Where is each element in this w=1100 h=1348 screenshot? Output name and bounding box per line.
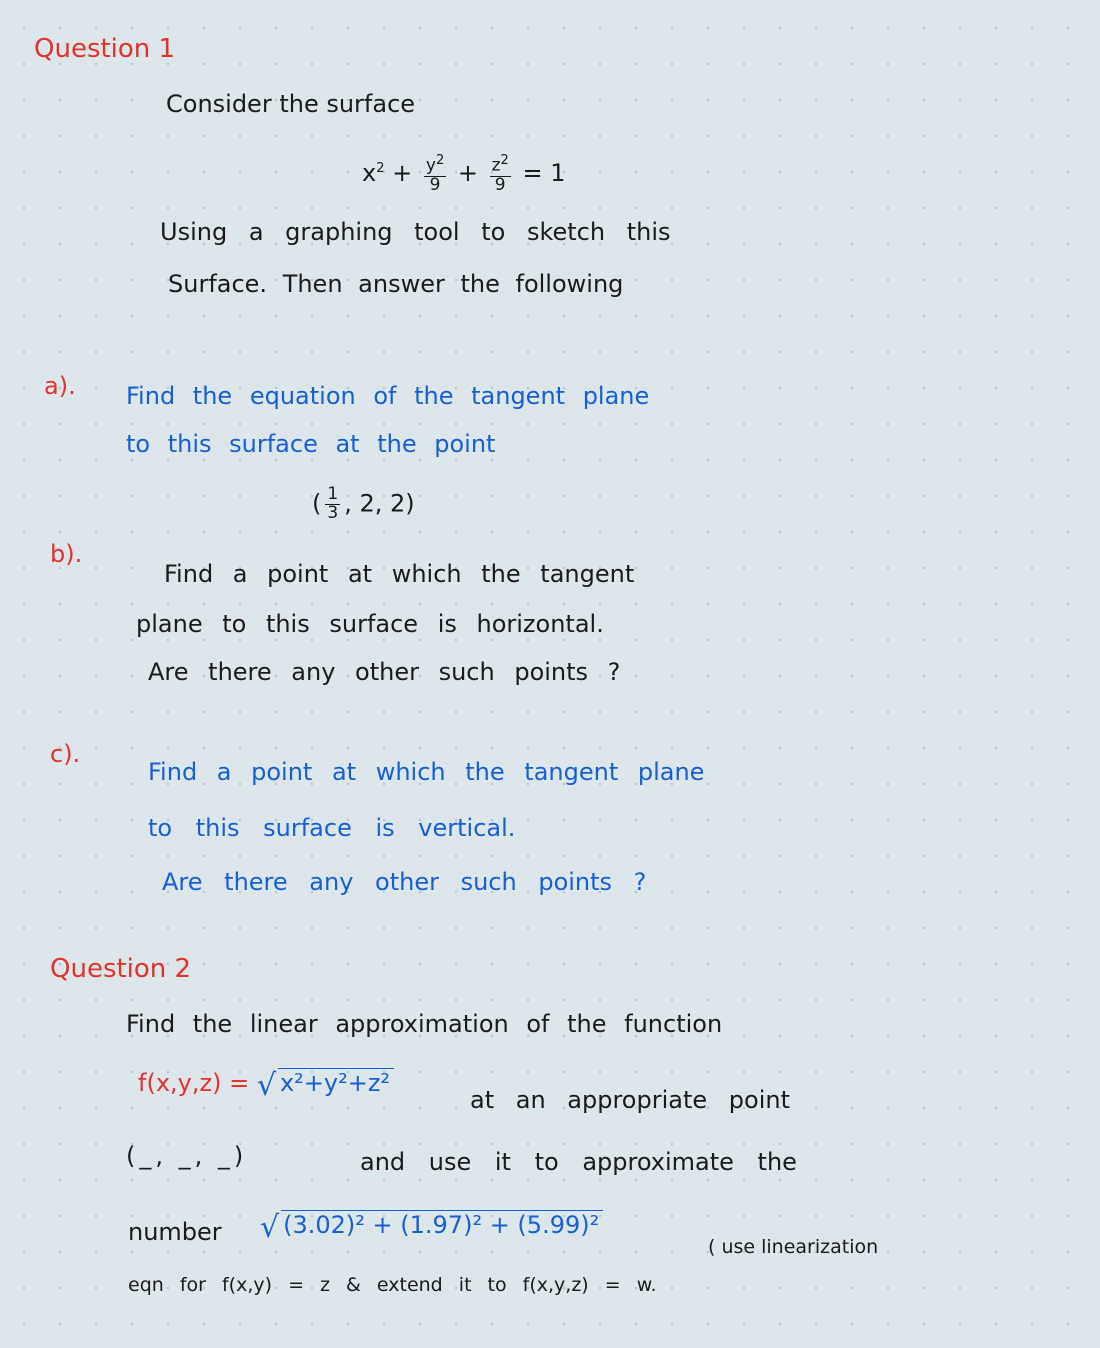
- question-1-title: Question 1: [34, 34, 176, 64]
- eq-y-exponent: 2: [435, 153, 445, 168]
- part-a-label: a).: [44, 372, 76, 400]
- eq-plus-1: +: [392, 159, 413, 188]
- question-2-title: Question 2: [50, 954, 192, 984]
- q2-blank-point: (_, _, _): [126, 1142, 248, 1170]
- function-prefix: f(x,y,z) =: [138, 1069, 250, 1097]
- part-a-point: [312, 486, 415, 523]
- q2-line-5: eqn for f(x,y) = z & extend it to f(x,y,z) = w.: [128, 1274, 657, 1296]
- eq-z-fraction: [490, 154, 511, 194]
- eq-y-fraction: [424, 154, 446, 194]
- part-c-line-3: Are there any other such points ?: [162, 868, 647, 896]
- eq-z-denominator: 9: [494, 174, 506, 195]
- q2-line-1: Find the linear approximation of the function: [126, 1010, 723, 1038]
- q2-number-sqrt: √ (3.02)² + (1.97)² + (5.99)²: [260, 1210, 603, 1243]
- point-denominator: 3: [327, 502, 339, 523]
- part-b-line-2: plane to this surface is horizontal.: [136, 610, 604, 638]
- q1-intro-line-3: Surface. Then answer the following: [168, 270, 624, 298]
- q1-intro-line-2: Using a graphing tool to sketch this: [160, 218, 671, 246]
- eq-equals-one: = 1: [522, 159, 566, 188]
- q2-number-label: number: [128, 1218, 222, 1246]
- q2-line-3-rest: and use it to approximate the: [360, 1148, 797, 1176]
- point-fraction: [325, 486, 340, 523]
- part-c-line-2: to this surface is vertical.: [148, 814, 516, 842]
- q1-intro-line-1: Consider the surface: [166, 90, 416, 118]
- eq-x-term: x: [362, 159, 377, 188]
- q2-line-2-rest: at an appropriate point: [470, 1086, 790, 1114]
- part-b-label: b).: [50, 540, 83, 568]
- part-a-line-1: Find the equation of the tangent plane: [126, 382, 650, 410]
- surface-equation: [362, 154, 565, 194]
- eq-z-numerator: z: [491, 155, 501, 176]
- q2-note-1: ( use linearization: [708, 1236, 879, 1258]
- number-radicand: (3.02)² + (1.97)² + (5.99)²: [281, 1210, 603, 1237]
- function-radicand: x²+y²+z²: [278, 1068, 394, 1095]
- part-b-line-3: Are there any other such points ?: [148, 658, 621, 686]
- q2-function: [138, 1068, 394, 1101]
- point-numerator: 1: [327, 484, 339, 504]
- part-a-line-2: to this surface at the point: [126, 430, 496, 458]
- part-c-label: c).: [50, 740, 81, 768]
- function-sqrt: √ x²+y²+z²: [257, 1069, 394, 1097]
- eq-y-numerator: y: [425, 155, 436, 176]
- eq-x-exponent: 2: [376, 161, 385, 177]
- point-rest: , 2, 2): [344, 489, 415, 518]
- part-b-line-1: Find a point at which the tangent: [164, 560, 635, 588]
- eq-y-denominator: 9: [429, 174, 441, 195]
- eq-plus-2: +: [457, 159, 478, 188]
- point-open-paren: (: [312, 489, 322, 518]
- eq-z-exponent: 2: [500, 153, 509, 168]
- part-c-line-1: Find a point at which the tangent plane: [148, 758, 705, 786]
